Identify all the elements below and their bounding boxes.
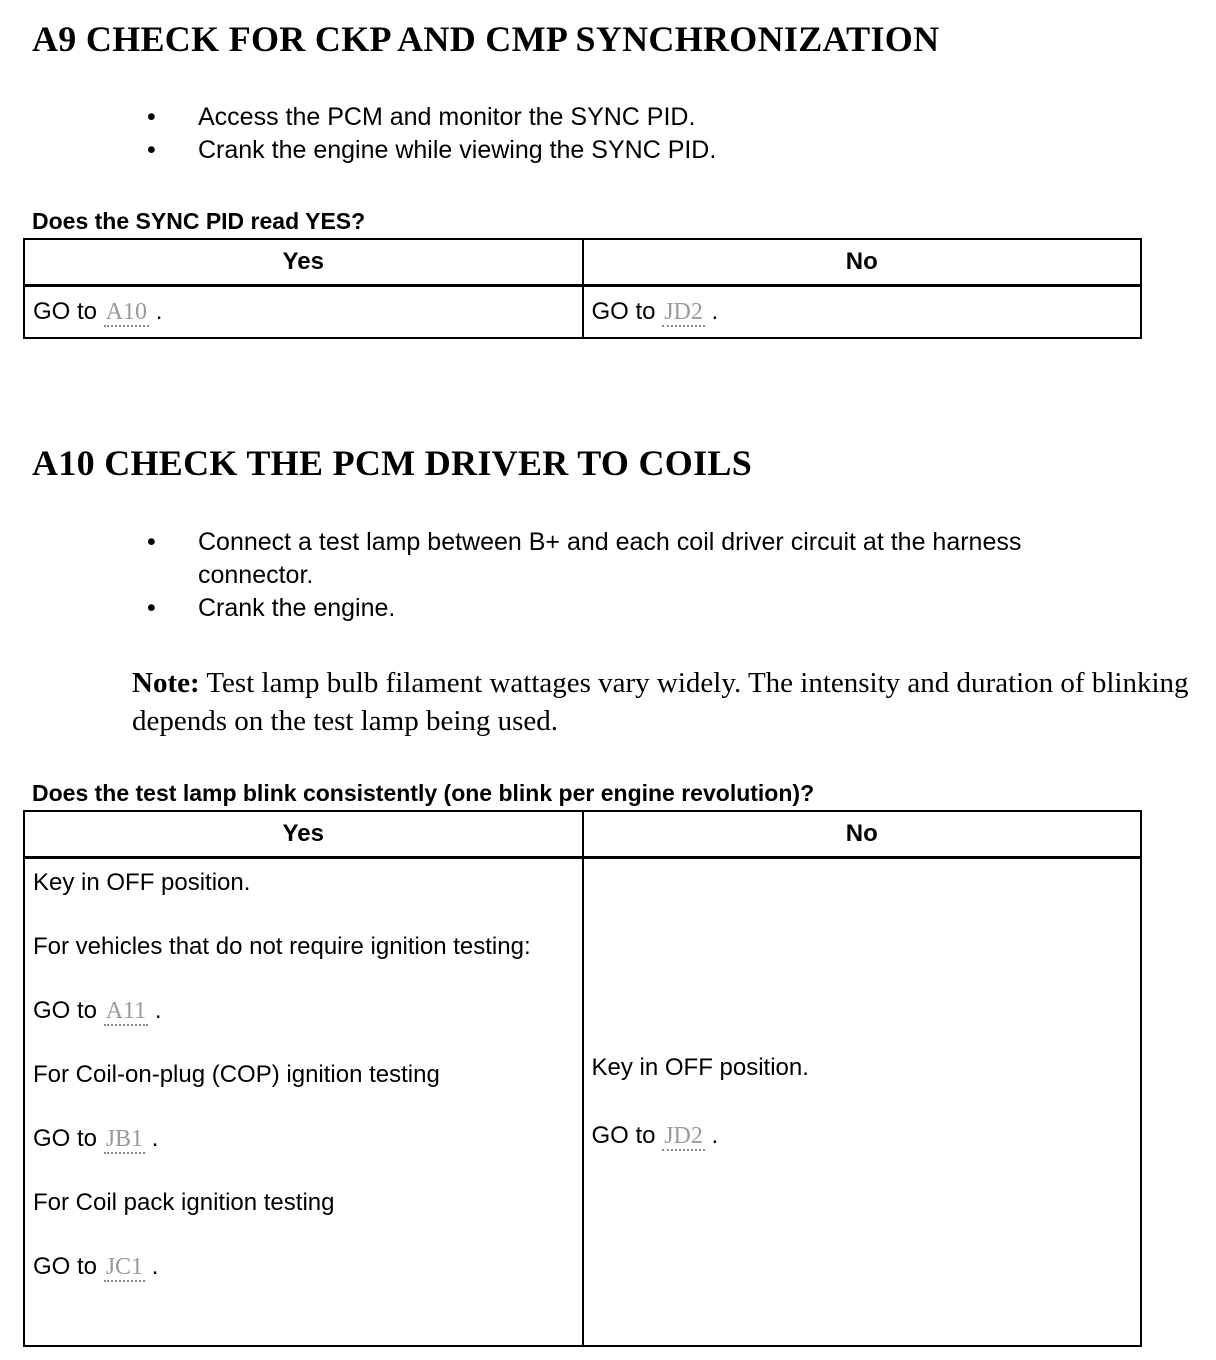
link-jd2[interactable]: JD2 <box>664 1123 703 1149</box>
link-a11[interactable]: A11 <box>105 998 147 1024</box>
a10-bullet-list <box>145 526 1135 625</box>
period: . <box>154 997 162 1024</box>
coil-pack-text: For Coil pack ignition testing <box>33 1189 335 1216</box>
list-item <box>145 592 1135 625</box>
no-key-off: Key in OFF position. <box>591 1054 809 1081</box>
no-header: No <box>583 811 1142 858</box>
list-item <box>145 526 1135 592</box>
a10-note <box>132 664 1212 740</box>
a10-heading: A10 CHECK THE PCM DRIVER TO COILS <box>32 443 753 483</box>
yes-cell <box>24 286 583 339</box>
table-row <box>24 858 1141 1347</box>
list-item <box>145 134 1145 167</box>
yes-header: Yes <box>24 239 583 286</box>
go-to-jc1 <box>33 1251 574 1283</box>
table-header-row <box>24 811 1141 858</box>
bullet-text: Access the PCM and monitor the SYNC PID. <box>198 103 696 131</box>
yes-header: Yes <box>24 811 583 858</box>
bullet-icon: • <box>147 103 156 131</box>
a9-bullet-list <box>145 101 1145 167</box>
a9-heading: A9 CHECK FOR CKP AND CMP SYNCHRONIZATION <box>32 19 940 59</box>
bullet-text: Connect a test lamp between B+ and each coil driver circuit at the harness connector. <box>198 528 1022 589</box>
bullet-icon: • <box>147 528 156 556</box>
no-cell <box>583 286 1142 339</box>
bullet-icon: • <box>147 136 156 164</box>
a9-question: Does the SYNC PID read YES? <box>32 208 366 234</box>
go-to-label: GO to <box>591 298 656 325</box>
go-to-label: GO to <box>33 997 98 1024</box>
go-to-label: GO to <box>33 298 98 325</box>
go-to-label: GO to <box>33 1253 98 1280</box>
period: . <box>155 298 163 325</box>
link-jd2[interactable]: JD2 <box>664 299 703 325</box>
go-to-label: GO to <box>591 1122 656 1149</box>
period: . <box>151 1125 159 1152</box>
link-a10[interactable]: A10 <box>105 299 148 325</box>
no-header: No <box>583 239 1142 286</box>
go-to-a11 <box>33 995 574 1027</box>
period: . <box>151 1253 159 1280</box>
link-jb1[interactable]: JB1 <box>105 1126 144 1152</box>
bullet-text: Crank the engine while viewing the SYNC PID. <box>198 136 717 164</box>
list-item <box>145 101 1145 134</box>
go-to-jb1 <box>33 1123 574 1155</box>
note-label: Note: <box>132 667 200 699</box>
a10-result-table <box>23 810 1142 1347</box>
a9-result-table <box>23 238 1142 339</box>
table-header-row <box>24 239 1141 286</box>
note-text: Test lamp bulb filament wattages vary widely. The intensity and duration of blinking depends on the test lamp being used. <box>132 667 1189 737</box>
table-row <box>24 286 1141 339</box>
period: . <box>711 298 719 325</box>
bullet-text: Crank the engine. <box>198 594 396 622</box>
period: . <box>711 1122 719 1149</box>
yes-cell <box>24 858 583 1347</box>
bullet-icon: • <box>147 594 156 622</box>
link-jc1[interactable]: JC1 <box>105 1254 144 1280</box>
cop-text: For Coil-on-plug (COP) ignition testing <box>33 1061 440 1088</box>
yes-key-off: Key in OFF position. <box>33 869 251 896</box>
no-ignition-text: For vehicles that do not require ignition testing: <box>33 933 531 960</box>
no-cell <box>583 858 1142 1347</box>
go-to-jd2 <box>592 1120 1133 1152</box>
go-to-label: GO to <box>33 1125 98 1152</box>
a10-question: Does the test lamp blink consistently (one blink per engine revolution)? <box>32 780 815 806</box>
